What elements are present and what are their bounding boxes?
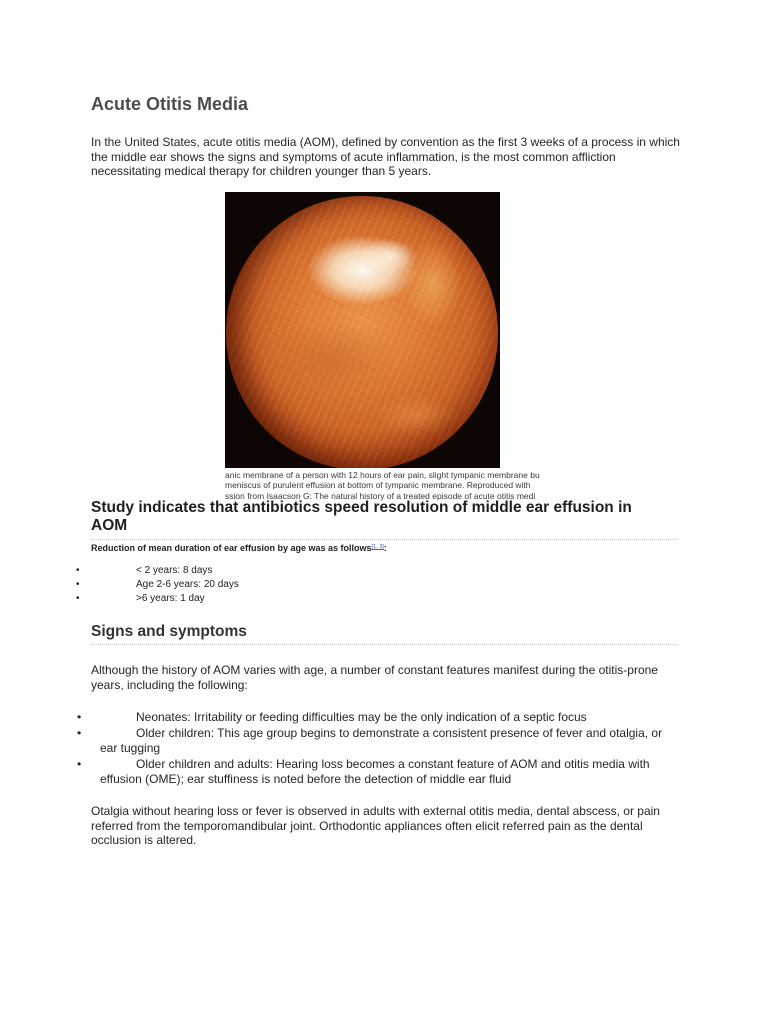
paragraph-line: Otalgia without hearing loss or fever is observed in adults with external otitis media, dental abscess, or pain [91, 804, 660, 818]
paragraph-line: years, including the following: [91, 677, 248, 692]
list-item [0, 726, 768, 757]
bullet: • [76, 579, 80, 590]
list-item-text: ear tugging [100, 741, 161, 755]
list-item-text: < 2 years: 8 days [136, 565, 213, 576]
list-item-text: >6 years: 1 day [136, 593, 205, 604]
figure-caption [225, 470, 543, 501]
heading-line: Study indicates that antibiotics speed resolution of middle ear effusion in [91, 499, 632, 516]
effusion-duration-list [0, 564, 768, 606]
closing-paragraph [91, 804, 660, 848]
paragraph-line: Although the history of AOM varies with age, a number of constant features manifest during the otitis-prone [91, 663, 658, 677]
heading-divider [91, 644, 677, 645]
caption-line: anic membrane of a person with 12 hours of ear pain, slight tympanic membrane bu [225, 470, 540, 480]
caption-line: ssion from Isaacson G: The natural history of a treated episode of acute otitis medi [225, 490, 536, 501]
bullet: • [76, 593, 80, 604]
list-item-text: Age 2-6 years: 20 days [136, 579, 239, 590]
page-title: Acute Otitis Media [91, 94, 249, 114]
paragraph-line: referred from the temporomandibular joint. Orthodontic appliances often elicit referred pain as the dental [91, 818, 643, 833]
heading-line: AOM [91, 517, 128, 534]
paragraph-line: occlusion is altered. [91, 833, 197, 847]
heading-divider [91, 539, 677, 540]
intro-paragraph [91, 135, 680, 179]
bullet: • [77, 710, 82, 724]
intro-line: In the United States, acute otitis media (AOM), defined by convention as the first 3 weeks of a process in which [91, 135, 680, 149]
bullet: • [76, 565, 80, 576]
bullet: • [77, 725, 82, 740]
intro-line: the middle ear shows the signs and symptoms of acute inflammation, is the most common affliction [91, 149, 616, 164]
citation-link[interactable]: [1, 3] [371, 544, 384, 550]
list-item [0, 757, 768, 788]
list-item-text: effusion (OME); ear stuffiness is noted before the detection of middle ear fluid [100, 772, 512, 786]
lead-suffix: : [383, 543, 387, 553]
section-heading-signs: Signs and symptoms [91, 623, 247, 640]
list-item [0, 592, 768, 606]
bullet: • [77, 756, 82, 771]
list-item [0, 564, 768, 578]
lead-text: Reduction of mean duration of ear effusion by age was as follows [91, 543, 372, 553]
list-item [0, 710, 768, 726]
tympanic-membrane-photo [225, 192, 500, 468]
list-item-text: Neonates: Irritability or feeding difficulties may be the only indication of a septic focus [136, 710, 587, 724]
caption-line: meniscus of purulent effusion at bottom of tympanic membrane. Reproduced with [225, 480, 531, 491]
list-item-text: Older children: This age group begins to demonstrate a consistent presence of fever and otalgia, or [136, 725, 663, 740]
section-heading-antibiotics [91, 499, 632, 535]
tympanic-membrane [226, 196, 498, 468]
signs-intro-paragraph [91, 663, 658, 692]
lead-sentence [91, 542, 387, 556]
list-item-text: Older children and adults: Hearing loss becomes a constant feature of AOM and otitis media with [136, 756, 650, 771]
symptoms-list [0, 710, 768, 788]
intro-line: necessitating medical therapy for children younger than 5 years. [91, 164, 432, 178]
list-item [0, 578, 768, 592]
